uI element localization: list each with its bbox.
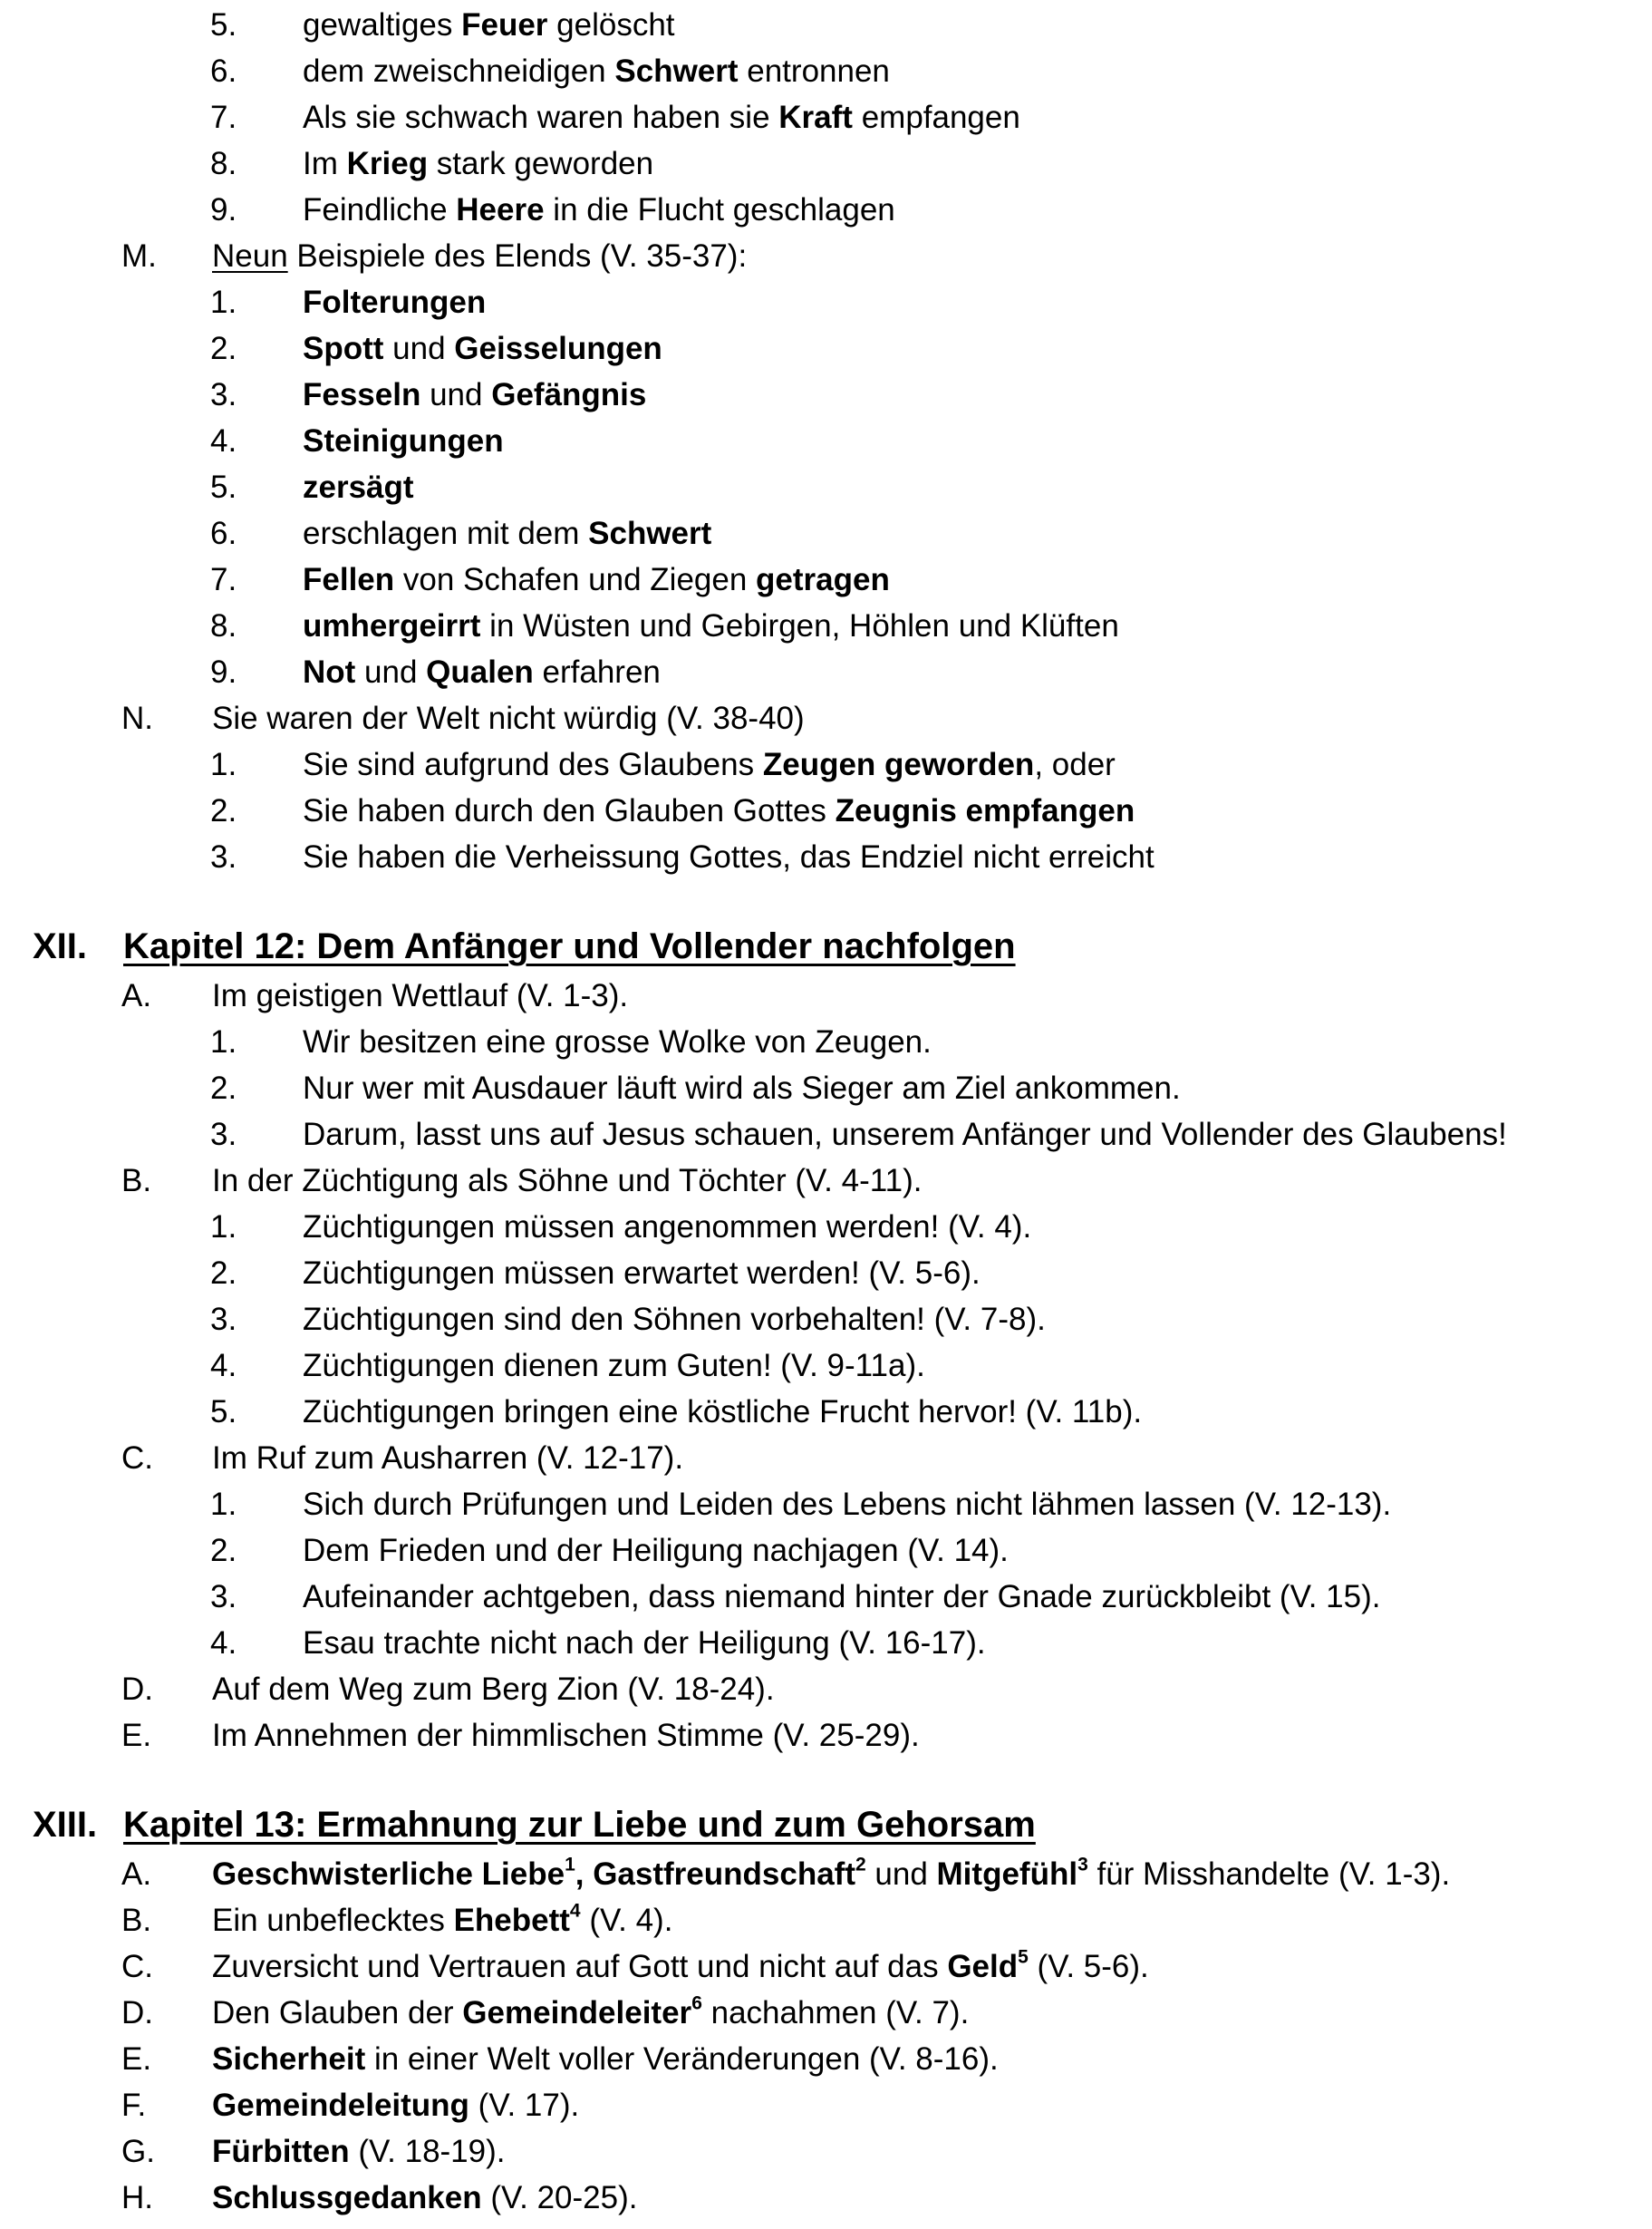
item-marker: H. (121, 2180, 153, 2215)
item-text (303, 325, 662, 372)
item-text (303, 418, 504, 464)
text-run: Als sie schwach waren haben sie (303, 100, 779, 135)
bold-term: Not (303, 654, 356, 690)
item-text (212, 1712, 920, 1759)
text-run: und (420, 377, 492, 412)
item-marker: C. (121, 1440, 153, 1476)
bold-term: zersägt (303, 470, 414, 505)
text-run: für Misshandelte (V. 1-3). (1087, 1856, 1451, 1892)
text-run: erschlagen mit dem (303, 516, 589, 551)
item-marker: 1. (210, 285, 237, 320)
bold-term: Geld (947, 1949, 1019, 1984)
text-run: und (865, 1856, 937, 1892)
text-run: Sie sind aufgrund des Glaubens (303, 747, 763, 782)
text-run: Züchtigungen müssen erwartet werden! (V. 5-6). (303, 1255, 981, 1291)
footnote-ref: 2 (855, 1854, 866, 1875)
underlined-term: Neun (212, 238, 288, 274)
item-marker: 1. (210, 1487, 237, 1522)
text-run: (V. 18-19). (349, 2134, 506, 2169)
bold-term: Zeugnis empfangen (835, 793, 1135, 829)
text-run: In der Züchtigung als Söhne und Töchter (V. 4-11). (212, 1163, 923, 1198)
item-text (303, 1204, 1031, 1250)
item-text (303, 1481, 1391, 1527)
item-text (212, 2036, 999, 2082)
text-run: Nur wer mit Ausdauer läuft wird als Sieger am Ziel ankommen. (303, 1071, 1181, 1106)
bold-term: umhergeirrt (303, 608, 481, 644)
bold-term: Qualen (426, 654, 534, 690)
item-marker: 1. (210, 1024, 237, 1060)
item-text (212, 1158, 922, 1204)
bold-term: Gemeindeleiter (462, 1995, 692, 2030)
text-run: in einer Welt voller Veränderungen (V. 8-16). (365, 2041, 999, 2077)
item-marker: 3. (210, 1117, 237, 1152)
item-marker: 6. (210, 516, 237, 551)
text-run: von Schafen und Ziegen (394, 562, 757, 597)
footnote-ref: 6 (691, 1992, 702, 2014)
text-run: und (355, 654, 427, 690)
item-marker: 2. (210, 1533, 237, 1568)
item-marker: 4. (210, 1625, 237, 1661)
item-text (303, 788, 1135, 834)
bold-term: , (575, 1856, 594, 1892)
item-marker: M. (121, 238, 157, 274)
item-text (123, 921, 1016, 972)
footnote-ref: 3 (1077, 1854, 1088, 1875)
item-marker: 1. (210, 1209, 237, 1245)
text-run: Im Annehmen der himmlischen Stimme (V. 25-29). (212, 1718, 920, 1753)
text-run: Sie haben durch den Glauben Gottes (303, 793, 836, 829)
bold-term: Kraft (778, 100, 853, 135)
item-text (212, 2082, 579, 2128)
text-run: entronnen (738, 53, 890, 89)
item-marker: 2. (210, 793, 237, 829)
text-run: (V. 17). (469, 2088, 580, 2123)
item-text (303, 1296, 1046, 1342)
text-run: nachahmen (V. 7). (701, 1995, 970, 2030)
text-run: , oder (1034, 747, 1116, 782)
item-text (303, 649, 661, 695)
item-marker: N. (121, 701, 153, 736)
item-marker: A. (121, 1856, 152, 1892)
item-marker: 5. (210, 470, 237, 505)
item-marker: XIII. (33, 1805, 98, 1845)
item-text (303, 372, 646, 418)
text-run: Sich durch Prüfungen und Leiden des Lebens nicht lähmen lassen (V. 12-13). (303, 1487, 1392, 1522)
bold-term: Spott (303, 331, 384, 366)
item-marker: 7. (210, 562, 237, 597)
text-run: Sie waren der Welt nicht würdig (V. 38-40) (212, 701, 805, 736)
text-run: empfangen (852, 100, 1020, 135)
text-run: gelöscht (547, 7, 675, 43)
bold-term: Gastfreundschaft (593, 1856, 855, 1892)
bold-term: Sicherheit (212, 2041, 366, 2077)
item-marker: 4. (210, 1348, 237, 1383)
text-run: Züchtigungen bringen eine köstliche Frucht hervor! (V. 11b). (303, 1394, 1143, 1429)
text-run: Feindliche (303, 192, 457, 228)
item-marker: G. (121, 2134, 155, 2169)
bold-term: Ehebett (453, 1903, 570, 1938)
item-marker: 3. (210, 839, 237, 875)
text-run: Ein unbeflecktes (212, 1903, 454, 1938)
text-run: in Wüsten und Gebirgen, Höhlen und Klüften (480, 608, 1119, 644)
item-text (303, 1620, 986, 1666)
item-marker: 5. (210, 7, 237, 43)
bold-term: Schwert (588, 516, 712, 551)
text-run: Dem Frieden und der Heiligung nachjagen (V. 14). (303, 1533, 1009, 1568)
item-marker: C. (121, 1949, 153, 1984)
item-text (303, 464, 414, 510)
item-text (123, 1799, 1036, 1850)
item-text (303, 48, 890, 94)
item-text (303, 187, 895, 233)
footnote-ref: 1 (565, 1854, 575, 1875)
footnote-ref: 4 (569, 1900, 581, 1922)
item-marker: 7. (210, 100, 237, 135)
bold-term: Mitgefühl (936, 1856, 1078, 1892)
text-run: Auf dem Weg zum Berg Zion (V. 18-24). (212, 1672, 775, 1707)
item-text (303, 834, 1154, 880)
text-run: Esau trachte nicht nach der Heiligung (V. 16-17). (303, 1625, 986, 1661)
item-text (303, 279, 486, 325)
item-text (303, 141, 653, 187)
bold-term: Schwert (614, 53, 739, 89)
item-marker: 3. (210, 1579, 237, 1614)
item-marker: 2. (210, 331, 237, 366)
item-text (303, 603, 1119, 649)
item-text (212, 1990, 969, 2036)
item-marker: D. (121, 1995, 153, 2030)
text-run: Züchtigungen müssen angenommen werden! (V. 4). (303, 1209, 1032, 1245)
item-text (303, 1019, 932, 1065)
item-marker: E. (121, 1718, 152, 1753)
text-run: erfahren (533, 654, 661, 690)
item-text (303, 1389, 1142, 1435)
text-run: Aufeinander achtgeben, dass niemand hinter der Gnade zurückbleibt (V. 15). (303, 1579, 1381, 1614)
item-marker: 2. (210, 1255, 237, 1291)
item-marker: 9. (210, 192, 237, 228)
item-text (212, 2175, 637, 2221)
item-marker: 4. (210, 423, 237, 459)
item-marker: XII. (33, 926, 88, 966)
item-text (303, 1342, 925, 1389)
item-marker: B. (121, 1903, 152, 1938)
item-text (212, 233, 747, 279)
text-run: Kapitel 12: Dem Anfänger und Vollender nachfolgen (123, 926, 1016, 966)
item-text (212, 1897, 672, 1943)
text-run: Den Glauben der (212, 1995, 463, 2030)
bold-term: Gemeindeleitung (212, 2088, 469, 2123)
item-marker: 6. (210, 53, 237, 89)
item-marker: 8. (210, 146, 237, 181)
item-text (303, 1111, 1507, 1158)
text-run: dem zweischneidigen (303, 53, 615, 89)
text-run: Darum, lasst uns auf Jesus schauen, unserem Anfänger und Vollender des Glaubens! (303, 1117, 1507, 1152)
item-text (303, 510, 711, 557)
text-run: (V. 4). (580, 1903, 673, 1938)
bold-term: Schlussgedanken (212, 2180, 482, 2215)
item-text (303, 1527, 1009, 1574)
item-marker: D. (121, 1672, 153, 1707)
text-run: Beispiele des Elends (V. 35-37): (287, 238, 748, 274)
item-text (212, 973, 628, 1019)
item-marker: 2. (210, 1071, 237, 1106)
bold-term: Fürbitten (212, 2134, 350, 2169)
footnote-ref: 5 (1018, 1946, 1029, 1968)
bold-term: Fellen (303, 562, 395, 597)
item-text (303, 1065, 1181, 1111)
text-run: (V. 5-6). (1028, 1949, 1149, 1984)
item-marker: F. (121, 2088, 147, 2123)
item-marker: A. (121, 978, 152, 1013)
text-run: Zuversicht und Vertrauen auf Gott und nicht auf das (212, 1949, 948, 1984)
text-run: Im (303, 146, 347, 181)
item-text (303, 557, 890, 603)
item-text (212, 1943, 1149, 1990)
bold-term: Heere (456, 192, 545, 228)
item-text (212, 1666, 775, 1712)
item-marker: 5. (210, 1394, 237, 1429)
item-text (212, 1435, 683, 1481)
bold-term: Folterungen (303, 285, 487, 320)
item-text (212, 695, 805, 741)
bold-term: Fesseln (303, 377, 421, 412)
text-run: Züchtigungen dienen zum Guten! (V. 9-11a). (303, 1348, 925, 1383)
bold-term: Feuer (461, 7, 548, 43)
item-text (303, 2, 675, 48)
text-run: Im geistigen Wettlauf (V. 1-3). (212, 978, 629, 1013)
item-marker: 3. (210, 377, 237, 412)
text-run: Kapitel 13: Ermahnung zur Liebe und zum Gehorsam (123, 1805, 1036, 1845)
bold-term: Zeugen geworden (762, 747, 1035, 782)
bold-term: Geisselungen (454, 331, 662, 366)
text-run: Sie haben die Verheissung Gottes, das Endziel nicht erreicht (303, 839, 1154, 875)
text-run: stark geworden (428, 146, 654, 181)
bold-term: Geschwisterliche Liebe (212, 1856, 565, 1892)
item-text (212, 2128, 506, 2175)
item-text (303, 1250, 981, 1296)
text-run: in die Flucht geschlagen (544, 192, 895, 228)
item-marker: E. (121, 2041, 152, 2077)
bold-term: Gefängnis (491, 377, 647, 412)
bold-term: Steinigungen (303, 423, 504, 459)
item-marker: 1. (210, 747, 237, 782)
text-run: und (383, 331, 455, 366)
item-marker: 8. (210, 608, 237, 644)
text-run: Im Ruf zum Ausharren (V. 12-17). (212, 1440, 684, 1476)
text-run: Wir besitzen eine grosse Wolke von Zeugen. (303, 1024, 932, 1060)
item-marker: B. (121, 1163, 152, 1198)
bold-term: getragen (756, 562, 890, 597)
item-text (303, 94, 1020, 141)
text-run: Züchtigungen sind den Söhnen vorbehalten! (V. 7-8). (303, 1302, 1046, 1337)
text-run: gewaltiges (303, 7, 462, 43)
item-text (303, 741, 1116, 788)
item-marker: 3. (210, 1302, 237, 1337)
item-marker: 9. (210, 654, 237, 690)
item-text (212, 1851, 1450, 1897)
bold-term: Krieg (346, 146, 429, 181)
item-text (303, 1574, 1380, 1620)
text-run: (V. 20-25). (481, 2180, 638, 2215)
